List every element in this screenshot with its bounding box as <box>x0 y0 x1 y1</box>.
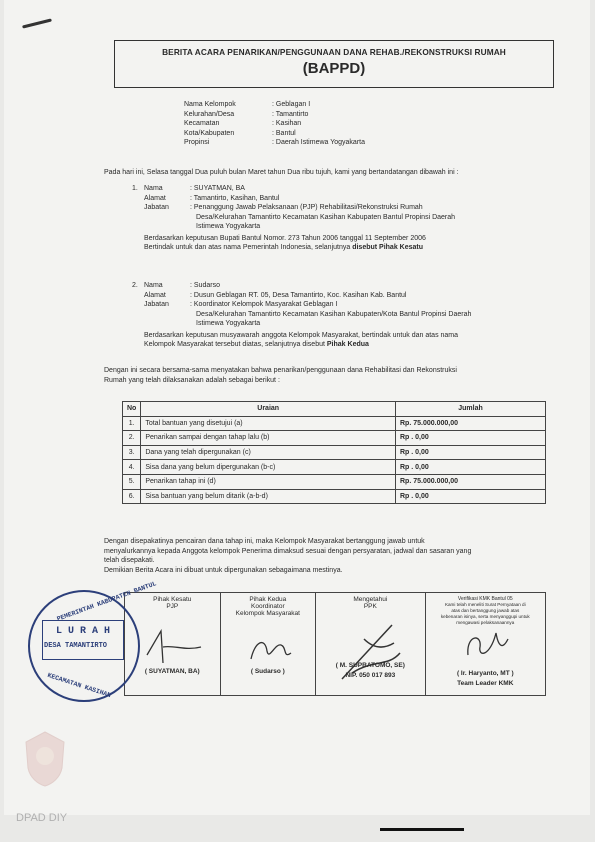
column-header: Uraian <box>141 402 396 417</box>
emblem-watermark-icon <box>20 728 70 788</box>
signature-title: Mengetahui <box>353 596 388 603</box>
closing-line-4: Demikian Berita Acara ini dibuat untuk dipergunakan sebagaimana mestinya. <box>104 566 343 574</box>
table-header-row <box>123 402 546 417</box>
signature-subtitle: PJP <box>166 603 179 610</box>
party-1-name: : SUYATMAN, BA <box>190 185 245 192</box>
table-row <box>123 445 546 460</box>
info-row <box>184 119 365 129</box>
stamp-text-bottom: KECAMATAN KASIHAN <box>46 671 112 700</box>
statement-line-2: Rumah yang telah dilaksanakan adalah sebagai berikut : <box>104 376 280 384</box>
bottom-bar <box>380 828 464 831</box>
signature-subtitle: Kelompok Masyarakat <box>235 610 300 617</box>
signature-col-2 <box>221 593 317 695</box>
row-amount: Rp . 0,00 <box>396 431 546 446</box>
funds-table <box>122 401 546 504</box>
party-1-position-3: Istimewa Yogyakarta <box>196 223 261 230</box>
statement-line-1: Dengan ini secara bersama-sama menyatakan bahwa penarikan/penggunaan dana Rehabilitasi dan Rekonstruksi <box>104 367 457 374</box>
info-label: Kelurahan/Desa <box>184 110 235 118</box>
row-description: Sisa dana yang belum dipergunakan (b-c) <box>141 460 396 475</box>
corner-mark <box>22 18 52 28</box>
signature-name: ( SUYATMAN, BA) <box>144 668 200 675</box>
info-label: Kecamatan <box>184 120 220 127</box>
stamp-line-2: DESA TAMANTIRTO <box>44 642 108 650</box>
party-1-basis: Berdasarkan keputusan Bupati Bantul Nomor. 273 Tahun 2006 tanggal 11 September 2006 <box>144 234 426 242</box>
row-number: 4. <box>123 460 141 475</box>
stamp-text-top: PEMERINTAH KABUPATEN BANTUL <box>55 580 158 623</box>
party-2-position-2: Desa/Kelurahan Tamantirto Kecamatan Kasihan Kabupaten/Kota Bantul Propinsi Daerah <box>196 310 472 318</box>
closing-line-1: Dengan disepakatinya pencairan dana tahap ini, maka Kelompok Masyarakat bertanggung jawab untuk <box>104 538 425 545</box>
party-1-acting: Bertindak untuk dan atas nama Pemerintah Indonesia, selanjutnya <box>144 244 351 251</box>
intro-text: Pada hari ini, Selasa tanggal Dua puluh bulan Maret tahun Dua ribu tujuh, kami yang bertandatangan dibawah ini : <box>104 169 459 176</box>
info-value: : Tamantirto <box>272 110 309 118</box>
info-label: Kota/Kabupaten <box>184 129 235 137</box>
column-header: Jumlah <box>396 402 546 417</box>
signature-title: Verifikasi KMK Bantul 05 <box>457 596 513 602</box>
signature-name: ( Sudarso ) <box>250 668 285 675</box>
verification-note: Kami telah meneliti Surat Pernyataan di <box>444 602 526 607</box>
row-description: Total bantuan yang disetujui (a) <box>141 416 396 431</box>
row-description: Dana yang telah dipergunakan (c) <box>141 445 396 460</box>
verification-note: mengawasi pelaksanaannya <box>456 620 515 625</box>
field-label: Nama <box>144 185 163 192</box>
row-number: 2. <box>123 431 141 446</box>
signature-2-scribble <box>245 633 295 667</box>
row-amount: Rp. 75.000.000,00 <box>396 416 546 431</box>
signature-subtitle: PPK <box>363 603 377 610</box>
party-2-name: : Sudarso <box>190 282 220 289</box>
table-row <box>123 460 546 475</box>
row-number: 3. <box>123 445 141 460</box>
title-box <box>114 40 554 88</box>
party-2-position-3: Istimewa Yogyakarta <box>196 320 261 327</box>
kelompok-info <box>184 100 365 148</box>
field-label: Jabatan <box>144 301 169 308</box>
party-2 <box>132 281 552 350</box>
row-amount: Rp. 75.000.000,00 <box>396 474 546 489</box>
row-amount: Rp . 0,00 <box>396 445 546 460</box>
signature-nip: NIP. 050 017 893 <box>345 672 396 679</box>
row-description: Penarikan tahap ini (d) <box>141 474 396 489</box>
signature-subtitle: Koordinator <box>251 603 285 610</box>
row-amount: Rp . 0,00 <box>396 460 546 475</box>
info-label: Propinsi <box>184 139 210 146</box>
info-label: Nama Kelompok <box>184 101 236 108</box>
table-row <box>123 431 546 446</box>
party-number: 1. <box>132 185 138 192</box>
party-2-designation: Pihak Kedua <box>326 341 369 348</box>
signature-role: Team Leader KMK <box>457 680 514 687</box>
signature-name: ( Ir. Haryanto, MT ) <box>456 670 514 677</box>
party-2-position: : Koordinator Kelompok Masyarakat Geblagan I <box>190 301 338 308</box>
info-row <box>184 100 365 110</box>
field-label: Nama <box>144 282 163 289</box>
party-2-basis: Berdasarkan keputusan musyawarah anggota Kelompok Masyarakat, bertindak untuk dan atas nama <box>144 331 459 339</box>
row-amount: Rp . 0,00 <box>396 489 546 504</box>
party-1 <box>132 184 552 253</box>
closing-line-2: menyalurkannya kepada Anggota kelompok Penerima dimaksud sesuai dengan persyaratan, jadwal dan sasaran yang <box>104 547 472 555</box>
party-1-position-2: Desa/Kelurahan Tamantirto Kecamatan Kasihan Kabupaten Bantul Propinsi Daerah <box>196 213 456 221</box>
signature-table <box>124 592 546 696</box>
row-description: Penarikan sampai dengan tahap lalu (b) <box>141 431 396 446</box>
verification-note: atas dan bertanggung jawab atas <box>451 608 520 613</box>
party-1-address: : Tamantirto, Kasihan, Bantul <box>190 194 280 202</box>
field-label: Alamat <box>144 291 166 299</box>
info-row <box>184 129 365 139</box>
watermark-text: DPAD DIY <box>16 812 68 824</box>
field-label: Alamat <box>144 194 166 202</box>
closing-line-3: telah disepakati. <box>104 557 155 564</box>
info-row <box>184 138 365 148</box>
closing-text <box>104 537 549 575</box>
signature-name: ( M. SUPRATOMO, SE) <box>335 662 405 669</box>
signature-title: Pihak Kesatu <box>153 596 192 603</box>
document-page <box>4 0 590 815</box>
title-line-1: BERITA ACARA PENARIKAN/PENGGUNAAN DANA REHAB./REKONSTRUKSI RUMAH <box>162 47 506 57</box>
signature-col-3 <box>316 593 425 695</box>
row-description: Sisa bantuan yang belum ditarik (a-b-d) <box>141 489 396 504</box>
signature-col-4 <box>426 593 545 695</box>
signature-title: Pihak Kedua <box>249 596 287 603</box>
signature-4-scribble <box>462 627 512 661</box>
table-row <box>123 489 546 504</box>
field-label: Jabatan <box>144 204 169 211</box>
title-line-2: (BAPPD) <box>302 60 366 77</box>
party-2-address: : Dusun Geblagan RT. 05, Desa Tamantirto, Koc. Kasihan Kab. Bantul <box>190 291 407 299</box>
row-number: 1. <box>123 416 141 431</box>
stamp-line-1: L U R A H <box>56 626 111 637</box>
signature-1-scribble <box>139 625 209 669</box>
party-1-position: : Penanggung Jawab Pelaksanaan (PJP) Rehabilitasi/Rekonstruksi Rumah <box>190 204 423 211</box>
info-value: : Geblagan I <box>272 101 311 108</box>
table-row <box>123 474 546 489</box>
column-header: No <box>123 402 141 417</box>
party-1-designation: disebut Pihak Kesatu <box>352 244 423 251</box>
table-row <box>123 416 546 431</box>
row-number: 5. <box>123 474 141 489</box>
party-2-acting: Kelompok Masyarakat tersebut diatas, selanjutnya disebut <box>144 341 325 348</box>
info-value: : Bantul <box>272 129 296 137</box>
info-value: : Daerah Istimewa Yogyakarta <box>272 139 365 146</box>
statement <box>104 366 549 385</box>
info-value: : Kasihan <box>272 120 302 127</box>
verification-note: kebenaran isinya, serta menyanggupi untuk <box>440 614 530 619</box>
row-number: 6. <box>123 489 141 504</box>
party-number: 2. <box>132 282 138 289</box>
info-row <box>184 110 365 120</box>
